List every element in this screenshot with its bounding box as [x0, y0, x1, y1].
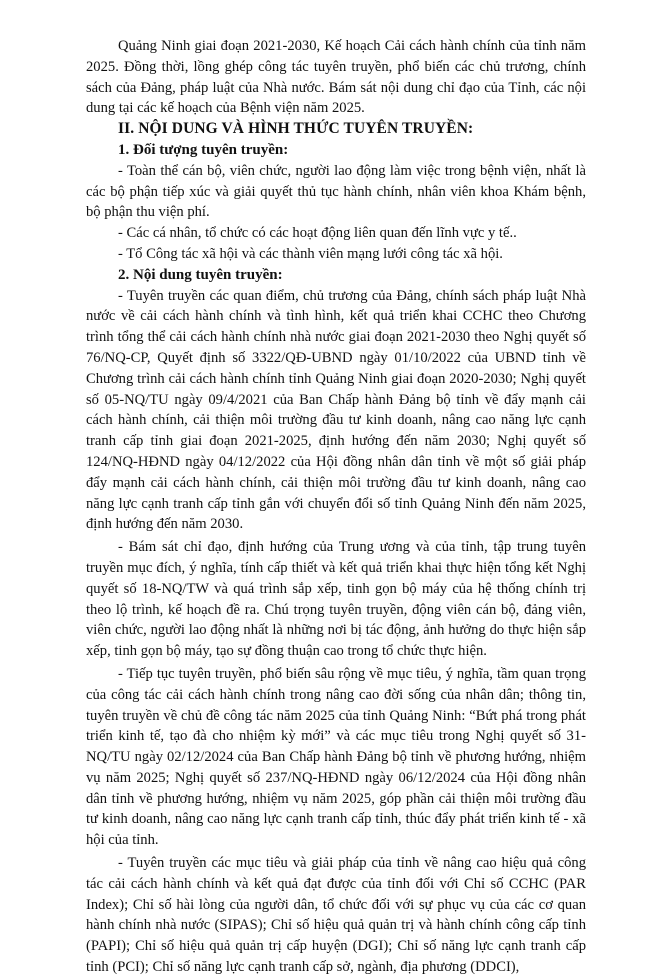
content-item: - Tiếp tục tuyên truyền, phổ biến sâu rộng về mục tiêu, ý nghĩa, tầm quan trọng của công tác cải cách hành chính trong nâng cao đời sống của nhân dân; thông tin, tuyên truyền về chủ đề công tác năm 2025 của tỉnh Quảng Ninh: “Bứt phá trong phát triển kinh tế, tạo đà cho nhiệm kỳ mới” và các mục tiêu trong Nghị quyết số 31-NQ/TU ngày 02/12/2024 của Ban Chấp hành Đảng bộ tỉnh về phương hướng, nhiệm vụ năm 2025; Nghị quyết số 237/NQ-HĐND ngày 06/12/2024 của Hội đồng nhân dân tỉnh về phương hướng, nhiệm vụ năm 2025, góp phần cải thiện môi trường đầu tư kinh doanh, nâng cao năng lực cạnh tranh cấp tỉnh, thúc đẩy phát triển kinh tế - xã hội của tỉnh.: [86, 665, 586, 849]
document-body: [86, 36, 586, 978]
audience-item: - Toàn thể cán bộ, viên chức, người lao động làm việc trong bệnh viện, nhất là các bộ phận tiếp xúc và giải quyết thủ tục hành chính, nhân viên khoa Khám bệnh, bộ phận thu viện phí.: [86, 162, 586, 221]
content-item: - Bám sát chỉ đạo, định hướng của Trung ương và của tỉnh, tập trung tuyên truyền mục đích, ý nghĩa, tính cấp thiết và kết quả triển khai thực hiện tổng kết Nghị quyết số 18-NQ/TW và quá trình sắp xếp, tinh gọn bộ máy của hệ thống chính trị theo lộ trình, kế hoạch đề ra. Chú trọng tuyên truyền, động viên cán bộ, đảng viên, viên chức, người lao động nhất là những nơi bị tác động, ảnh hưởng do thực hiện sắp xếp, tinh gọn bộ máy, tạo sự đồng thuận cao trong tổ chức thực hiện.: [86, 539, 586, 660]
audience-item: - Tổ Công tác xã hội và các thành viên mạng lưới công tác xã hội.: [118, 245, 503, 262]
subsection-heading-content: 2. Nội dung tuyên truyền:: [118, 266, 283, 283]
section-heading: II. NỘI DUNG VÀ HÌNH THỨC TUYÊN TRUYỀN:: [118, 120, 474, 138]
content-item: - Tuyên truyền các quan điểm, chủ trương của Đảng, chính sách pháp luật Nhà nước về cải cách hành chính và tình hình, kết quả triển khai CCHC theo Chương trình tổng thể cải cách hành chính nhà nước giai đoạn 2021-2030 theo Nghị quyết số 76/NQ-CP, Quyết định số 3322/QĐ-UBND ngày 01/10/2022 của UBND tỉnh về Chương trình cải cách hành chính tỉnh Quảng Ninh giai đoạn 2020-2030; Nghị quyết số 05-NQ/TU ngày 09/4/2021 của Ban Chấp hành Đảng bộ tỉnh về đẩy mạnh cải cách hành chính, cải thiện môi trường đầu tư kinh doanh, nâng cao năng lực cạnh tranh cấp tỉnh giai đoạn 2021-2025, định hướng đến năm 2030; Nghị quyết số 124/NQ-HĐND ngày 04/12/2022 của Hội đồng nhân dân tỉnh về một số giải pháp đẩy mạnh cải cách hành chính, cải thiện môi trường đầu tư kinh doanh, nâng cao năng lực cạnh tranh cấp tỉnh gắn với chuyển đổi số tỉnh Quảng Ninh đến năm 2025, định hướng đến năm 2030.: [86, 287, 586, 533]
audience-item: - Các cá nhân, tổ chức có các hoạt động liên quan đến lĩnh vực y tế..: [118, 225, 517, 242]
subsection-heading-audience: 1. Đối tượng tuyên truyền:: [118, 141, 289, 158]
content-item: - Tuyên truyền các mục tiêu và giải pháp của tỉnh về nâng cao hiệu quả công tác cải cách hành chính và kết quả đạt được của tỉnh đối với Chỉ số CCHC (PAR Index); Chỉ số hài lòng của người dân, tổ chức đối với sự phục vụ của các cơ quan hành chính nhà nước (SIPAS); Chỉ số hiệu quả quản trị và hành chính công cấp tỉnh (PAPI); Chỉ số hiệu quả quản trị cấp huyện (DGI); Chỉ số năng lực cạnh tranh cấp tỉnh (PCI); Chỉ số năng lực cạnh tranh cấp sở, ngành, địa phương (DDCI),: [86, 855, 586, 976]
intro-paragraph: Quảng Ninh giai đoạn 2021-2030, Kế hoạch Cải cách hành chính của tỉnh năm 2025. Đồng thời, lồng ghép công tác tuyên truyền, phổ biến các chủ trương, chính sách của Đảng, pháp luật của Nhà nước. Bám sát nội dung chỉ đạo của Tỉnh, các nội dung tại các kế hoạch của Bệnh viện năm 2025.: [86, 38, 586, 117]
